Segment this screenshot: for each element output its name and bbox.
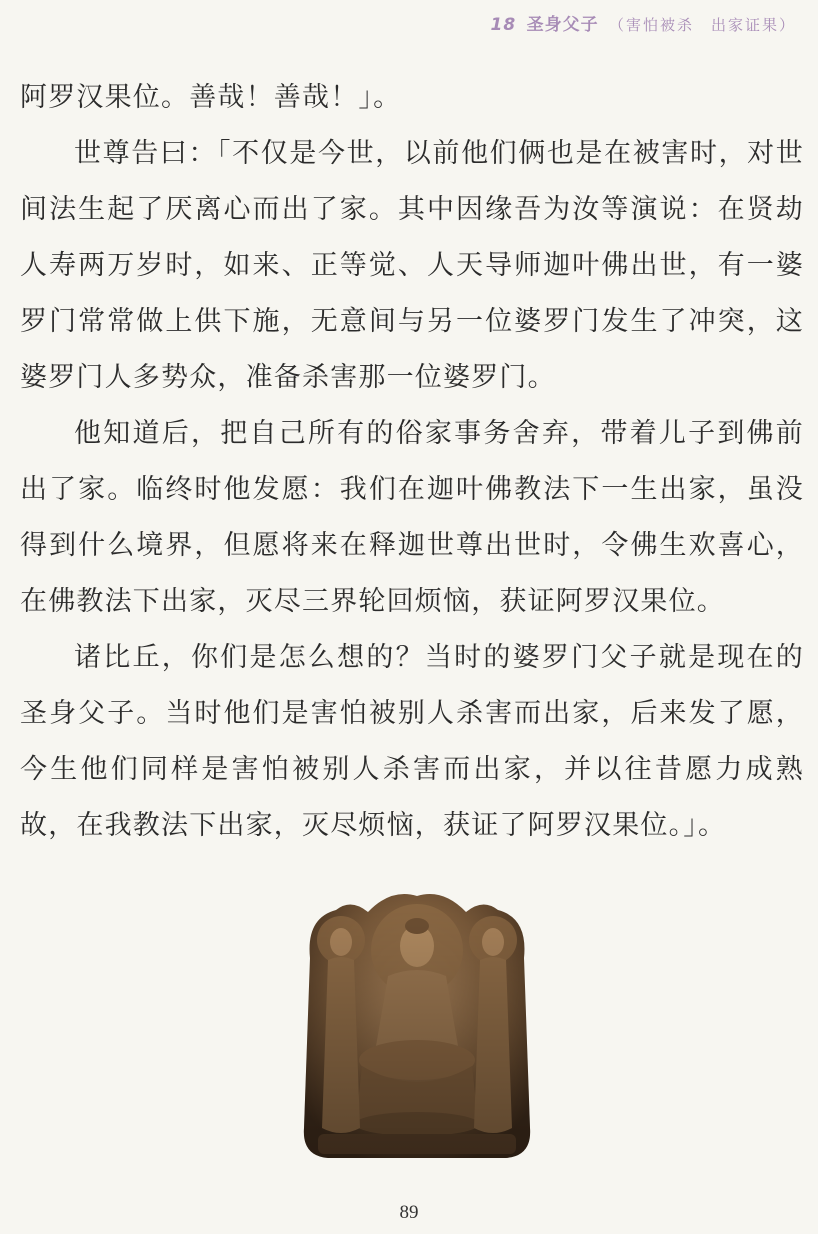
page-number: 89 [399, 1202, 419, 1223]
paragraph: 世尊告曰：「不仅是今世，以前他们俩也是在被害时，对世间法生起了厌离心而出了家。其中因缘吾为汝等演说：在贤劫人寿两万岁时，如来、正等觉、人天导师迦叶佛出世，有一婆罗门常常做上供下施，无意间与另一位婆罗门发生了冲突，这婆罗门人多势众，准备杀害那一位婆罗门。 [20, 138, 804, 393]
paragraph: 诸比丘，你们是怎么想的？当时的婆罗门父子就是现在的圣身父子。当时他们是害怕被别人杀害而出家，后来发了愿，今生他们同样是害怕被别人杀害而出家，并以往昔愿力成熟故，在我教法下出家，灭尽烦恼，获证了阿罗汉果位。」。 [20, 642, 804, 841]
chapter-number: 18 [490, 15, 517, 35]
buddha-triad-relief-image [296, 888, 538, 1166]
chapter-subtitle: （害怕被杀 出家证果） [608, 16, 796, 34]
paragraph: 阿罗汉果位。善哉！善哉！」。 [20, 82, 402, 113]
chapter-title: 圣身父子 [526, 15, 599, 35]
body-text [20, 70, 804, 854]
paragraph: 他知道后，把自己所有的俗家事务舍弃，带着儿子到佛前出了家。临终时他发愿：我们在迦叶佛教法下一生出家，虽没得到什么境界，但愿将来在释迦世尊出世时，令佛生欢喜心，在佛教法下出家，灭尽三界轮回烦恼，获证阿罗汉果位。 [20, 418, 804, 617]
running-header [491, 10, 797, 35]
